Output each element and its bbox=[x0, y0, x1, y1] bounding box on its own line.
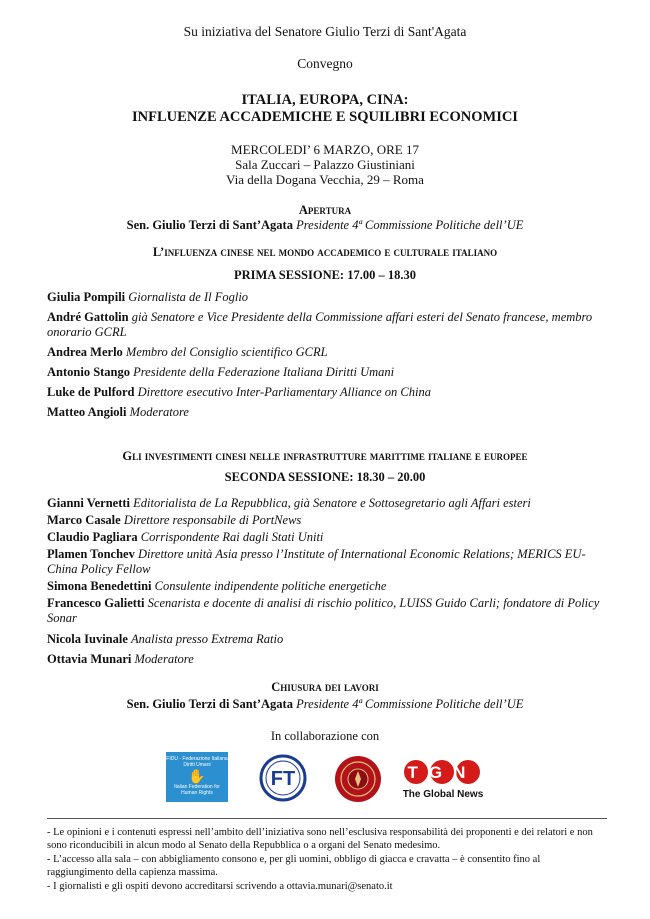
speaker-row bbox=[47, 632, 607, 647]
speaker-role: Moderatore bbox=[134, 652, 194, 666]
opening-name: Sen. Giulio Terzi di Sant’Agata bbox=[126, 218, 293, 232]
speaker-row bbox=[47, 652, 607, 667]
speaker-role: Consulente indipendente politiche energetiche bbox=[154, 579, 387, 593]
date-time: MERCOLEDI’ 6 MARZO, ORE 17 bbox=[231, 142, 419, 157]
speaker-role: Corrispondente Rai dagli Stati Uniti bbox=[140, 530, 324, 544]
event-title bbox=[0, 92, 650, 126]
address: Via della Dogana Vecchia, 29 – Roma bbox=[226, 172, 424, 187]
speaker-name: Giulia Pompili bbox=[47, 290, 126, 304]
speaker-role: Analista presso Extrema Ratio bbox=[131, 632, 284, 646]
opening-heading: Apertura bbox=[298, 203, 352, 217]
closing-name: Sen. Giulio Terzi di Sant’Agata bbox=[126, 697, 293, 711]
closing-speaker bbox=[0, 697, 650, 712]
session2-theme: Gli investimenti cinesi nelle infrastrutture marittime italiane e europee bbox=[122, 449, 528, 463]
speaker-row bbox=[47, 310, 607, 340]
opening-speaker bbox=[0, 218, 650, 233]
footnote: - Le opinioni e i contenuti espressi nell’ambito dell’iniziativa sono nell’esclusiva responsabilità dei proponenti e dei relatori e non sono riconducibili in alcun modo al Senato della Repubblica o a organi del Senato medesimo. bbox=[47, 827, 593, 851]
speaker-row bbox=[47, 385, 607, 400]
speaker-row bbox=[47, 513, 607, 528]
title-line-1: ITALIA, EUROPA, CINA: bbox=[241, 92, 409, 108]
seal-logo-icon bbox=[333, 754, 383, 804]
footnote: - I giornalisti e gli ospiti devono accreditarsi scrivendo a ottavia.munari@senato.it bbox=[47, 881, 393, 892]
speaker-name: Luke de Pulford bbox=[47, 385, 135, 399]
footnotes bbox=[47, 826, 607, 894]
speaker-row bbox=[47, 345, 607, 360]
speaker-name: Claudio Pagliara bbox=[47, 530, 138, 544]
initiative-line: Su iniziativa del Senatore Giulio Terzi di Sant'Agata bbox=[183, 24, 467, 39]
speaker-name: Gianni Vernetti bbox=[47, 496, 130, 510]
speaker-row bbox=[47, 365, 607, 380]
speaker-name: Francesco Galietti bbox=[47, 596, 145, 610]
speaker-name: Antonio Stango bbox=[47, 365, 131, 379]
speaker-role: Scenarista e docente di analisi di rischio politico, LUISS Guido Carli; fondatore di Policy Sonar bbox=[47, 596, 600, 625]
session1-speaker-list bbox=[47, 290, 607, 420]
speaker-row bbox=[47, 290, 607, 305]
speaker-row bbox=[47, 579, 607, 594]
speaker-row bbox=[47, 496, 607, 511]
event-type: Convegno bbox=[297, 56, 353, 71]
speaker-role: Giornalista de Il Foglio bbox=[128, 290, 249, 304]
fidu-logo-line3: Italian Federation for Human Rights bbox=[174, 784, 220, 796]
ft-logo-icon bbox=[258, 752, 308, 804]
tgn-logo-subtitle: The Global News bbox=[402, 789, 484, 800]
session2-label: SECONDA SESSIONE: 18.30 – 20.00 bbox=[224, 470, 426, 484]
event-details bbox=[0, 142, 650, 187]
speaker-role: Moderatore bbox=[129, 405, 189, 419]
session1-theme: L’influenza cinese nel mondo accademico e culturale italiano bbox=[152, 245, 498, 259]
speaker-name: Marco Casale bbox=[47, 513, 121, 527]
closing-role: Presidente 4ª Commissione Politiche dell’UE bbox=[296, 697, 524, 711]
fidu-logo-line2: Diritti Umani bbox=[183, 762, 211, 768]
partner-logos bbox=[0, 752, 650, 808]
footnote: - L’accesso alla sala – con abbigliamento consono e, per gli uomini, obbligo di giacca e cravatta – è consentito fino al raggiungimento della capienza massima. bbox=[47, 854, 541, 878]
speaker-role: Presidente della Federazione Italiana Diritti Umani bbox=[133, 365, 395, 379]
opening-role: Presidente 4ª Commissione Politiche dell’UE bbox=[296, 218, 524, 232]
fidu-logo bbox=[166, 752, 228, 802]
collaboration-label: In collaborazione con bbox=[270, 729, 380, 743]
tgn-logo-icon bbox=[402, 756, 484, 802]
speaker-name: Nicola Iuvinale bbox=[47, 632, 128, 646]
speaker-row bbox=[47, 547, 607, 577]
title-line-2: INFLUENZE ACCADEMICHE E SQUILIBRI ECONOMICI bbox=[132, 109, 518, 125]
tgn-logo-text: TGN bbox=[407, 763, 477, 782]
speaker-name: Simona Benedettini bbox=[47, 579, 152, 593]
speaker-role: Direttore unità Asia presso l’Institute of International Economic Relations; MERICS EU-China Policy Fellow bbox=[47, 547, 586, 576]
speaker-role: Membro del Consiglio scientifico GCRL bbox=[125, 345, 328, 359]
ft-logo-text: FT bbox=[270, 768, 296, 790]
speaker-role: Direttore responsabile di PortNews bbox=[123, 513, 302, 527]
speaker-name: Andrea Merlo bbox=[47, 345, 123, 359]
speaker-name: Plamen Tonchev bbox=[47, 547, 135, 561]
speaker-row bbox=[47, 405, 607, 420]
session2-speaker-list bbox=[47, 496, 607, 667]
speaker-name: André Gattolin bbox=[47, 310, 129, 324]
speaker-role: Direttore esecutivo Inter-Parliamentary Alliance on China bbox=[137, 385, 431, 399]
speaker-row bbox=[47, 530, 607, 545]
notes-divider bbox=[47, 818, 607, 819]
hand-icon: ✋ bbox=[188, 768, 206, 784]
speaker-row bbox=[47, 596, 607, 626]
speaker-role: già Senatore e Vice Presidente della Commissione affari esteri del Senato francese, membro onorario GCRL bbox=[47, 310, 593, 339]
speaker-name: Ottavia Munari bbox=[47, 652, 132, 666]
session1-label: PRIMA SESSIONE: 17.00 – 18.30 bbox=[234, 268, 416, 282]
venue: Sala Zuccari – Palazzo Giustiniani bbox=[235, 157, 415, 172]
speaker-role: Editorialista de La Repubblica, già Senatore e Sottosegretario agli Affari esteri bbox=[133, 496, 531, 510]
closing-heading: Chiusura dei lavori bbox=[271, 680, 379, 694]
speaker-name: Matteo Angioli bbox=[47, 405, 127, 419]
fidu-logo-line1: FIDU - Federazione Italiana bbox=[166, 756, 228, 762]
